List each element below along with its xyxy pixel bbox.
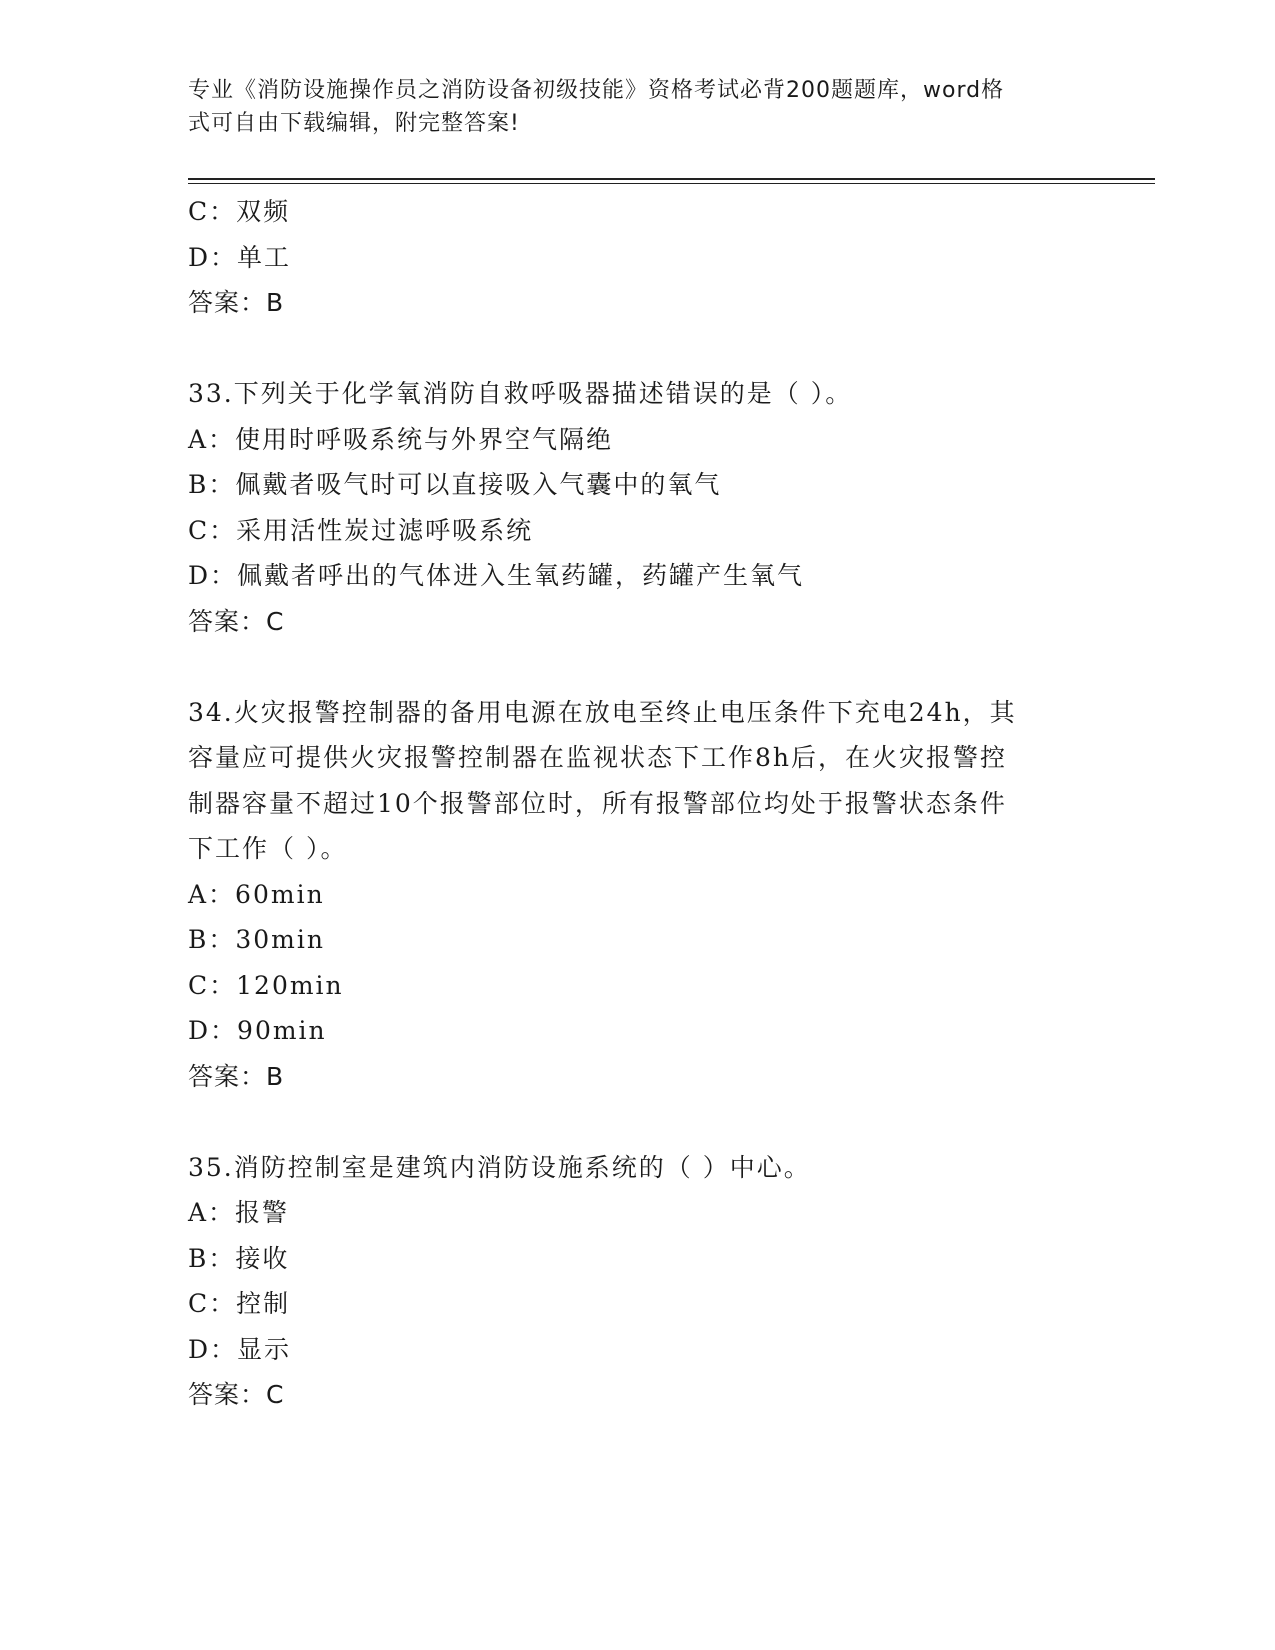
option-d: D：显示	[188, 1334, 292, 1364]
header-divider	[188, 178, 1155, 180]
option-b: B：佩戴者吸气时可以直接吸入气囊中的氧气	[188, 470, 722, 499]
option-d: D：佩戴者呼出的气体进入生氧药罐，药罐产生氧气	[188, 561, 805, 590]
answer: 答案：B	[188, 1061, 285, 1091]
option-b: B：30min	[188, 925, 325, 954]
option-c: C：采用活性炭过滤呼吸系统	[188, 515, 534, 545]
question-32-partial	[188, 189, 1088, 326]
option-a: A：使用时呼吸系统与外界空气隔绝	[188, 424, 614, 454]
answer: 答案：C	[188, 606, 285, 636]
option-c: C：控制	[188, 1289, 291, 1318]
header-divider-thin	[188, 183, 1155, 184]
question-stem: 33.下列关于化学氧消防自救呼吸器描述错误的是（ ）。	[188, 379, 853, 408]
answer: 答案：B	[188, 288, 285, 317]
question-stem: 制器容量不超过10个报警部位时，所有报警部位均处于报警状态条件	[188, 788, 1007, 818]
header-line: 式可自由下载编辑，附完整答案!	[188, 111, 520, 136]
option-d: D：单工	[188, 242, 292, 272]
option-c: C：双频	[188, 197, 291, 226]
option-a: A：60min	[188, 879, 325, 909]
question-33	[188, 371, 1088, 644]
option-b: B：接收	[188, 1243, 290, 1273]
answer: 答案：C	[188, 1380, 285, 1409]
header-line: 专业《消防设施操作员之消防设备初级技能》资格考试必背200题题库，word格	[188, 78, 1005, 103]
option-d: D：90min	[188, 1016, 327, 1045]
question-35	[188, 1145, 1088, 1418]
question-stem: 34.火灾报警控制器的备用电源在放电至终止电压条件下充电24h，其	[188, 697, 1017, 727]
option-a: A：报警	[188, 1198, 290, 1227]
question-stem: 35.消防控制室是建筑内消防设施系统的（ ）中心。	[188, 1152, 811, 1182]
option-c: C：120min	[188, 970, 344, 1000]
document-header	[188, 74, 1088, 140]
question-stem: 容量应可提供火灾报警控制器在监视状态下工作8h后，在火灾报警控	[188, 743, 1008, 772]
question-34	[188, 690, 1088, 1100]
question-list	[188, 189, 1088, 1418]
question-stem: 下工作（ ）。	[188, 834, 348, 863]
